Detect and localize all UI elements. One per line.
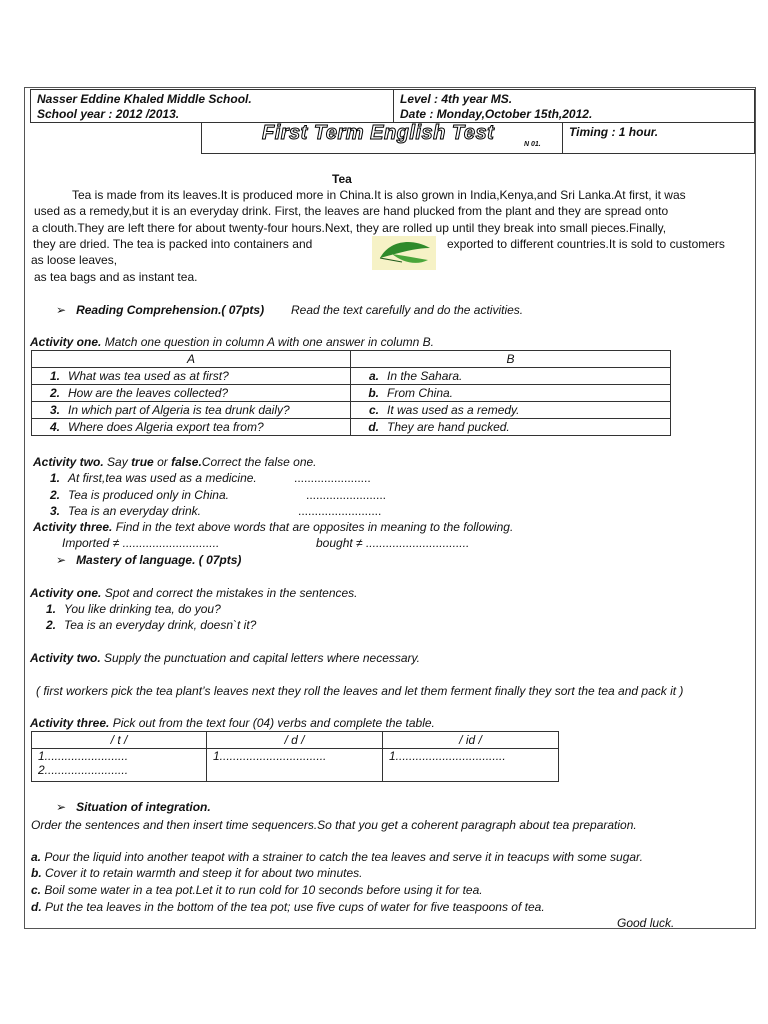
match-table bbox=[31, 350, 671, 436]
section-title: Situation of integration. bbox=[76, 800, 211, 814]
question: In which part of Algeria is tea drunk daily? bbox=[68, 403, 290, 417]
list-item bbox=[34, 602, 221, 616]
answer-dots: ....................... bbox=[294, 471, 371, 485]
section-title: Mastery of language. ( 07pts) bbox=[76, 553, 242, 567]
list-item bbox=[31, 883, 483, 897]
level-date-box bbox=[393, 89, 755, 123]
timing: Timing : 1 hour. bbox=[569, 125, 659, 139]
item-letter: b. bbox=[31, 866, 42, 880]
test-number: N 01. bbox=[524, 141, 541, 148]
verbs-table bbox=[31, 731, 559, 782]
opposite-imported: Imported ≠ ............................. bbox=[62, 536, 220, 550]
item-text: Put the tea leaves in the bottom of the tea pot; use five cups of water for five teaspoons of tea. bbox=[45, 900, 545, 914]
table-row bbox=[32, 749, 559, 782]
question: What was tea used as at first? bbox=[68, 369, 229, 383]
col-a-header: A bbox=[32, 351, 351, 368]
item-text: You like drinking tea, do you? bbox=[64, 602, 221, 616]
reading-title: Tea bbox=[332, 172, 352, 186]
table-row bbox=[32, 419, 671, 436]
row-number: 1. bbox=[49, 369, 60, 383]
reading-line: exported to different countries.It is sold to customers bbox=[447, 237, 725, 251]
reading-line: a clouth.They are left there for about twenty-four hours.Next, they are rolled up until they break into small pieces.Finally, bbox=[32, 221, 667, 235]
section-heading-language bbox=[56, 553, 241, 567]
reading-line: as loose leaves, bbox=[31, 253, 118, 267]
tea-leaf-image bbox=[372, 236, 436, 270]
list-item bbox=[38, 471, 257, 485]
item-text: Tea is produced only in China. bbox=[68, 488, 229, 502]
item-text: Tea is an everyday drink. bbox=[68, 504, 201, 518]
date: Date : Monday,October 15th,2012. bbox=[400, 107, 593, 121]
level: Level : 4th year MS. bbox=[400, 92, 513, 106]
item-number: 1. bbox=[49, 471, 60, 485]
table-row bbox=[32, 385, 671, 402]
list-item bbox=[38, 504, 201, 518]
item-number: 1. bbox=[45, 602, 56, 616]
test-title: First Term English Test bbox=[262, 122, 495, 144]
list-item bbox=[31, 900, 545, 914]
activity-text: Pick out from the text four (04) verbs and complete the table. bbox=[112, 716, 435, 730]
item-letter: a. bbox=[31, 850, 42, 864]
answer-dots: ......................... bbox=[298, 504, 382, 518]
activity-label: Activity two. bbox=[33, 455, 104, 469]
arrow-bullet-icon: ➢ bbox=[56, 553, 67, 567]
activity-text: Find in the text above words that are opposites in meaning to the following. bbox=[115, 520, 514, 534]
row-letter: d. bbox=[368, 420, 379, 434]
keyword-false: false. bbox=[171, 455, 202, 469]
activity-label: Activity one. bbox=[30, 335, 102, 349]
item-text: At first,tea was used as a medicine. bbox=[68, 471, 257, 485]
item-text: Boil some water in a tea pot.Let it to run cold for 10 seconds before using it for tea. bbox=[44, 883, 483, 897]
col-t-header: / t / bbox=[32, 732, 207, 749]
activity-text: Say bbox=[107, 455, 128, 469]
list-item bbox=[38, 488, 229, 502]
table-row bbox=[32, 368, 671, 385]
item-number: 2. bbox=[49, 488, 60, 502]
section-heading-integration bbox=[56, 800, 211, 814]
item-text: Cover it to retain warmth and steep it for about two minutes. bbox=[45, 866, 363, 880]
activity-text: Match one question in column A with one answer in column B. bbox=[104, 335, 434, 349]
col-b-header: B bbox=[351, 351, 671, 368]
question: Where does Algeria export tea from? bbox=[68, 420, 264, 434]
reading-line: as tea bags and as instant tea. bbox=[34, 270, 198, 284]
activity-label: Activity two. bbox=[30, 651, 101, 665]
lang-activity-two bbox=[30, 651, 420, 665]
col-d-header: / d / bbox=[207, 732, 383, 749]
col-id-header: / id / bbox=[383, 732, 559, 749]
reading-line: they are dried. The tea is packed into containers and bbox=[33, 237, 313, 251]
row-number: 3. bbox=[49, 403, 60, 417]
activity-text: Correct the false one. bbox=[201, 455, 317, 469]
row-letter: c. bbox=[368, 403, 379, 417]
item-text: Pour the liquid into another teapot with a strainer to catch the tea leaves and serve it in teacups with some sugar. bbox=[44, 850, 643, 864]
keyword-or: or bbox=[157, 455, 168, 469]
list-item bbox=[31, 866, 363, 880]
activity-label: Activity one. bbox=[30, 586, 102, 600]
item-number: 3. bbox=[49, 504, 60, 518]
item-text: Tea is an everyday drink, doesn`t it? bbox=[64, 618, 257, 632]
answer: In the Sahara. bbox=[387, 369, 463, 383]
row-letter: a. bbox=[368, 369, 379, 383]
activity-one-line bbox=[30, 335, 434, 349]
answer: It was used as a remedy. bbox=[387, 403, 520, 417]
tea-leaf-icon bbox=[372, 236, 436, 270]
list-item bbox=[31, 850, 643, 864]
row-letter: b. bbox=[368, 386, 379, 400]
blank-cell: 1......................... bbox=[38, 749, 129, 763]
reading-line: Tea is made from its leaves.It is produced more in China.It is also grown in India,Kenya,and Sri Lanka.At first, it was bbox=[72, 188, 686, 202]
activity-text: Supply the punctuation and capital letters where necessary. bbox=[104, 651, 420, 665]
section-title: Reading Comprehension.( 07pts) bbox=[76, 303, 265, 317]
row-number: 2. bbox=[49, 386, 60, 400]
activity-label: Activity three. bbox=[30, 716, 110, 730]
section-heading-reading bbox=[56, 303, 264, 317]
reading-line: used as a remedy,but it is an everyday drink. First, the leaves are hand plucked from the plant and they are spread onto bbox=[34, 204, 669, 218]
activity-label: Activity three. bbox=[33, 520, 113, 534]
table-row bbox=[32, 402, 671, 419]
school-name: Nasser Eddine Khaled Middle School. bbox=[37, 92, 252, 106]
section-instruction: Read the text carefully and do the activities. bbox=[291, 303, 524, 317]
integration-instruction: Order the sentences and then insert time sequencers.So that you get a coherent paragraph about tea preparation. bbox=[31, 818, 637, 832]
item-letter: c. bbox=[31, 883, 42, 897]
blank-cell: 1................................ bbox=[213, 749, 327, 763]
answer: They are hand pucked. bbox=[387, 420, 510, 434]
list-item bbox=[34, 618, 256, 632]
item-number: 2. bbox=[45, 618, 56, 632]
item-letter: d. bbox=[31, 900, 42, 914]
answer: From China. bbox=[387, 386, 454, 400]
blank-cell: 1................................. bbox=[389, 749, 506, 763]
activity-text: Spot and correct the mistakes in the sentences. bbox=[104, 586, 358, 600]
blank-cell: 2......................... bbox=[38, 763, 129, 777]
arrow-bullet-icon: ➢ bbox=[56, 303, 67, 317]
lang-activity-three bbox=[30, 716, 435, 730]
timing-box bbox=[562, 122, 755, 154]
school-info-box bbox=[30, 89, 394, 123]
arrow-bullet-icon: ➢ bbox=[56, 800, 67, 814]
lang-activity-one bbox=[30, 586, 358, 600]
opposite-bought: bought ≠ ............................... bbox=[316, 536, 470, 550]
closing-good-luck: Good luck. bbox=[617, 916, 675, 930]
answer-dots: ........................ bbox=[306, 488, 387, 502]
keyword-true: true bbox=[131, 455, 154, 469]
row-number: 4. bbox=[49, 420, 60, 434]
activity-two-line bbox=[33, 455, 317, 469]
school-year: School year : 2012 /2013. bbox=[37, 107, 180, 121]
question: How are the leaves collected? bbox=[68, 386, 229, 400]
activity-three-line bbox=[33, 520, 513, 534]
punctuation-sentence: ( first workers pick the tea plant’s leaves next they roll the leaves and let them ferment finally they sort the tea and pack it ) bbox=[36, 684, 684, 698]
